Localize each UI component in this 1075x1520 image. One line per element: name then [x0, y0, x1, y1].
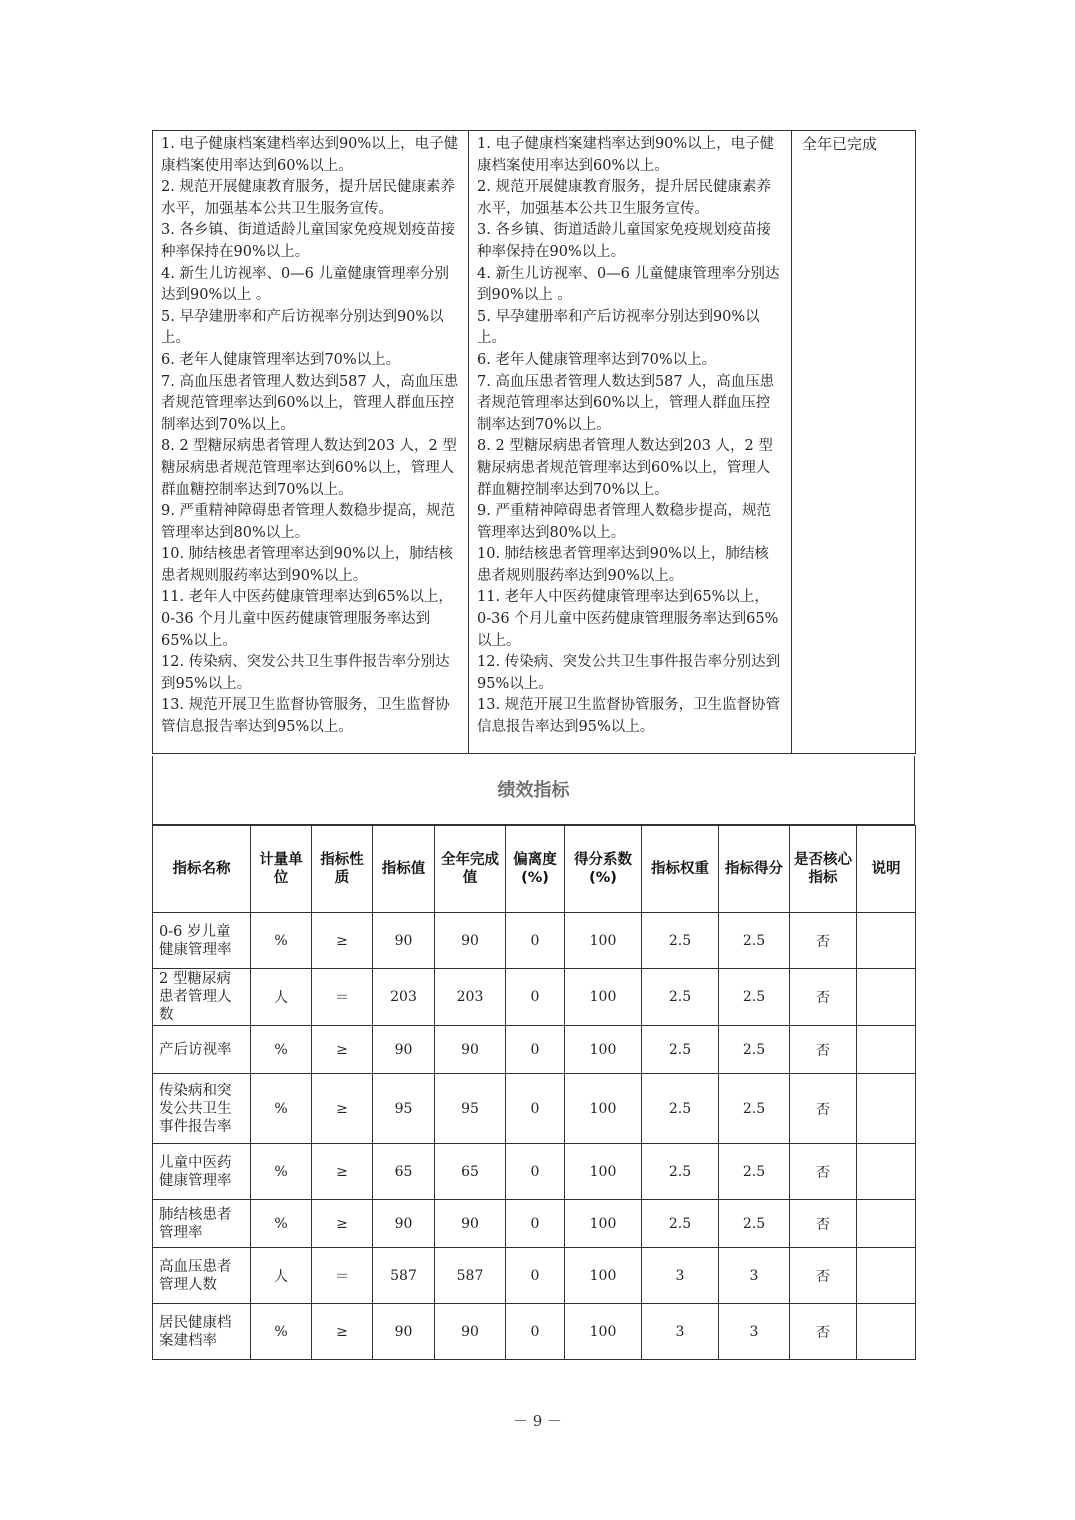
page-number: － 9 － — [512, 1412, 563, 1430]
header-score: 指标得分 — [719, 826, 790, 913]
goal-item: 2. 规范开展健康教育服务，提升居民健康素养水平，加强基本公共卫生服务宣传。 — [161, 179, 455, 217]
indicator-name-cell: 儿童中医药健康管理率 — [153, 1144, 251, 1200]
performance-title: 绩效指标 — [152, 756, 915, 825]
target-value-cell: 90 — [373, 1304, 435, 1360]
weight-cell: 2.5 — [642, 1144, 719, 1200]
indicator-name-cell: 肺结核患者管理率 — [153, 1200, 251, 1248]
annual-actual-cell: 65 — [435, 1144, 506, 1200]
goal-item: 4. 新生儿访视率、0—6 儿童健康管理率分别达到90%以上 。 — [161, 265, 450, 304]
nature-cell: ≥ — [312, 1144, 373, 1200]
nature-cell: ＝ — [312, 969, 373, 1026]
score-cell: 2.5 — [719, 1074, 790, 1144]
goal-item: 3. 各乡镇、街道适龄儿童国家免疫规划疫苗接种率保持在90%以上。 — [477, 222, 771, 260]
deviation-cell: 0 — [506, 1248, 565, 1304]
indicator-name-cell: 产后访视率 — [153, 1026, 251, 1074]
weight-cell: 3 — [642, 1304, 719, 1360]
target-value-cell: 587 — [373, 1248, 435, 1304]
unit-cell: % — [251, 1200, 312, 1248]
metrics-header-row — [153, 826, 916, 913]
header-unit: 计量单位 — [251, 826, 312, 913]
note-cell — [857, 1248, 916, 1304]
table-row — [153, 1144, 916, 1200]
goal-item: 1. 电子健康档案建档率达到90%以上，电子健康档案使用率达到60%以上。 — [477, 136, 775, 174]
indicator-name-cell: 高血压患者管理人数 — [153, 1248, 251, 1304]
note-cell — [857, 969, 916, 1026]
metrics-body — [153, 913, 916, 1360]
core-indicator-cell: 否 — [790, 969, 857, 1026]
score-coefficient-cell: 100 — [565, 1200, 642, 1248]
header-indicator-name: 指标名称 — [153, 826, 251, 913]
note-cell — [857, 1200, 916, 1248]
unit-cell: % — [251, 1144, 312, 1200]
score-cell: 2.5 — [719, 913, 790, 969]
deviation-cell: 0 — [506, 969, 565, 1026]
core-indicator-cell: 否 — [790, 1200, 857, 1248]
completion-status: 全年已完成 — [792, 131, 916, 754]
target-value-cell: 95 — [373, 1074, 435, 1144]
unit-cell: 人 — [251, 1248, 312, 1304]
unit-cell: % — [251, 1304, 312, 1360]
score-coefficient-cell: 100 — [565, 1248, 642, 1304]
weight-cell: 2.5 — [642, 913, 719, 969]
nature-cell: ≥ — [312, 1200, 373, 1248]
target-value-cell: 90 — [373, 1200, 435, 1248]
score-coefficient-cell: 100 — [565, 1026, 642, 1074]
indicator-name-cell: 2 型糖尿病患者管理人数 — [153, 969, 251, 1026]
indicator-name-cell: 传染病和突发公共卫生事件报告率 — [153, 1074, 251, 1144]
deviation-cell: 0 — [506, 1304, 565, 1360]
note-cell — [857, 1026, 916, 1074]
weight-cell: 2.5 — [642, 969, 719, 1026]
header-weight: 指标权重 — [642, 826, 719, 913]
table-row — [153, 969, 916, 1026]
goal-item: 13. 规范开展卫生监督协管服务，卫生监督协管信息报告率达到95%以上。 — [477, 697, 781, 736]
core-indicator-cell: 否 — [790, 913, 857, 969]
header-target-value: 指标值 — [373, 826, 435, 913]
nature-cell: ≥ — [312, 1304, 373, 1360]
planned-goals-cell — [153, 131, 469, 754]
goal-item: 6. 老年人健康管理率达到70%以上。 — [477, 351, 717, 368]
goal-item: 7. 高血压患者管理人数达到587 人，高血压患者规范管理率达到60%以上，管理人群血压控制率达到70%以上。 — [161, 373, 459, 433]
header-core-indicator: 是否核心指标 — [790, 826, 857, 913]
table-row — [153, 1304, 916, 1360]
deviation-cell: 0 — [506, 1074, 565, 1144]
table-row — [153, 1074, 916, 1144]
table-row — [153, 1248, 916, 1304]
header-note: 说明 — [857, 826, 916, 913]
unit-cell: % — [251, 1026, 312, 1074]
goal-item: 8. 2 型糖尿病患者管理人数达到203 人，2 型糖尿病患者规范管理率达到60%以上，管理人群血糖控制率达到70%以上。 — [161, 438, 457, 498]
nature-cell: ≥ — [312, 1026, 373, 1074]
goal-item: 3. 各乡镇、街道适龄儿童国家免疫规划疫苗接种率保持在90%以上。 — [161, 222, 455, 260]
goal-item: 2. 规范开展健康教育服务，提升居民健康素养水平，加强基本公共卫生服务宣传。 — [477, 179, 771, 217]
goal-item: 12. 传染病、突发公共卫生事件报告率分别达到95%以上。 — [477, 654, 781, 692]
target-value-cell: 90 — [373, 913, 435, 969]
goal-item: 8. 2 型糖尿病患者管理人数达到203 人，2 型糖尿病患者规范管理率达到60%以上，管理人群血糖控制率达到70%以上。 — [477, 438, 773, 498]
goal-item: 5. 早孕建册率和产后访视率分别达到90%以上。 — [161, 308, 444, 347]
note-cell — [857, 1074, 916, 1144]
table-row — [153, 1026, 916, 1074]
score-cell: 2.5 — [719, 1200, 790, 1248]
header-deviation: 偏离度(%) — [506, 826, 565, 913]
deviation-cell: 0 — [506, 1200, 565, 1248]
indicator-name-cell: 居民健康档案建档率 — [153, 1304, 251, 1360]
score-coefficient-cell: 100 — [565, 1304, 642, 1360]
header-annual-actual: 全年完成值 — [435, 826, 506, 913]
note-cell — [857, 1304, 916, 1360]
goal-item: 6. 老年人健康管理率达到70%以上。 — [161, 351, 401, 368]
nature-cell: ≥ — [312, 1074, 373, 1144]
annual-actual-cell: 90 — [435, 1200, 506, 1248]
nature-cell: ≥ — [312, 913, 373, 969]
core-indicator-cell: 否 — [790, 1026, 857, 1074]
target-value-cell: 203 — [373, 969, 435, 1026]
weight-cell: 2.5 — [642, 1074, 719, 1144]
unit-cell: % — [251, 913, 312, 969]
deviation-cell: 0 — [506, 1144, 565, 1200]
score-coefficient-cell: 100 — [565, 1074, 642, 1144]
annual-actual-cell: 587 — [435, 1248, 506, 1304]
weight-cell: 3 — [642, 1248, 719, 1304]
unit-cell: 人 — [251, 969, 312, 1026]
goal-item: 5. 早孕建册率和产后访视率分别达到90%以上。 — [477, 308, 760, 347]
performance-metrics-table — [152, 825, 916, 1360]
table-row — [153, 913, 916, 969]
goal-item: 9. 严重精神障碍患者管理人数稳步提高，规范管理率达到80%以上。 — [161, 503, 455, 541]
weight-cell: 2.5 — [642, 1200, 719, 1248]
goal-item: 4. 新生儿访视率、0—6 儿童健康管理率分别达到90%以上 。 — [477, 265, 780, 304]
annual-actual-cell: 90 — [435, 1026, 506, 1074]
indicator-name-cell: 0-6 岁儿童健康管理率 — [153, 913, 251, 969]
table-row — [153, 1200, 916, 1248]
goal-item: 7. 高血压患者管理人数达到587 人，高血压患者规范管理率达到60%以上，管理人群血压控制率达到70%以上。 — [477, 373, 775, 433]
header-score-coefficient: 得分系数(%) — [565, 826, 642, 913]
score-cell: 2.5 — [719, 969, 790, 1026]
score-coefficient-cell: 100 — [565, 913, 642, 969]
goal-item: 10. 肺结核患者管理率达到90%以上，肺结核患者规则服药率达到90%以上。 — [477, 546, 769, 584]
core-indicator-cell: 否 — [790, 1074, 857, 1144]
score-cell: 2.5 — [719, 1144, 790, 1200]
goal-item: 11. 老年人中医药健康管理率达到65%以上，0-36 个月儿童中医药健康管理服务率达到65%以上。 — [161, 589, 453, 649]
deviation-cell: 0 — [506, 1026, 565, 1074]
note-cell — [857, 913, 916, 969]
note-cell — [857, 1144, 916, 1200]
unit-cell: % — [251, 1074, 312, 1144]
weight-cell: 2.5 — [642, 1026, 719, 1074]
goal-item: 1. 电子健康档案建档率达到90%以上，电子健康档案使用率达到60%以上。 — [161, 136, 459, 174]
deviation-cell: 0 — [506, 913, 565, 969]
core-indicator-cell: 否 — [790, 1248, 857, 1304]
score-cell: 2.5 — [719, 1026, 790, 1074]
target-value-cell: 65 — [373, 1144, 435, 1200]
goal-item: 13. 规范开展卫生监督协管服务，卫生监督协管信息报告率达到95%以上。 — [161, 697, 450, 736]
core-indicator-cell: 否 — [790, 1304, 857, 1360]
score-coefficient-cell: 100 — [565, 1144, 642, 1200]
score-coefficient-cell: 100 — [565, 969, 642, 1026]
annual-actual-cell: 95 — [435, 1074, 506, 1144]
annual-actual-cell: 203 — [435, 969, 506, 1026]
goal-item: 12. 传染病、突发公共卫生事件报告率分别达到95%以上。 — [161, 654, 450, 692]
goal-item: 9. 严重精神障碍患者管理人数稳步提高，规范管理率达到80%以上。 — [477, 503, 771, 541]
nature-cell: ＝ — [312, 1248, 373, 1304]
core-indicator-cell: 否 — [790, 1144, 857, 1200]
goals-table — [152, 130, 916, 754]
annual-actual-cell: 90 — [435, 1304, 506, 1360]
header-nature: 指标性质 — [312, 826, 373, 913]
annual-actual-cell: 90 — [435, 913, 506, 969]
actual-goals-cell — [469, 131, 792, 754]
score-cell: 3 — [719, 1248, 790, 1304]
goal-item: 10. 肺结核患者管理率达到90%以上，肺结核患者规则服药率达到90%以上。 — [161, 546, 453, 584]
target-value-cell: 90 — [373, 1026, 435, 1074]
score-cell: 3 — [719, 1304, 790, 1360]
goal-item: 11. 老年人中医药健康管理率达到65%以上，0-36 个月儿童中医药健康管理服务率达到65%以上。 — [477, 589, 779, 649]
